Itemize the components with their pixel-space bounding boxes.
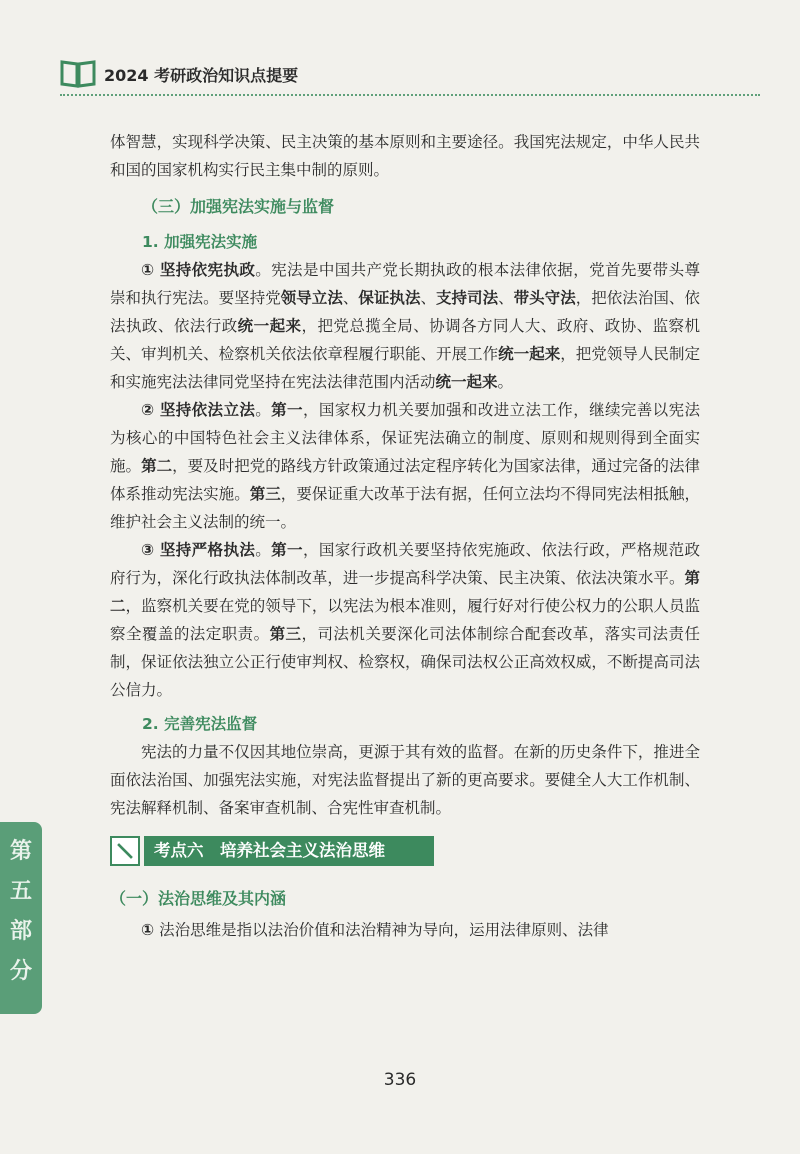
item-text: ，司法机关要深化司法体制综合配套改革，落实司法责任制，保证依法独立公正行使审判权、检察权，确保司法权公正高效权威，不断提高司法公信力。 bbox=[110, 625, 700, 699]
bold-phrase: 第二 bbox=[141, 457, 173, 475]
item-text: ，把党领导人民制定和实施宪法法律同党坚持在宪法法律范围内活动 bbox=[110, 345, 700, 391]
section-heading: （一）法治思维及其内涵 bbox=[110, 889, 287, 908]
bold-phrase: 第一 bbox=[271, 541, 303, 559]
header-divider bbox=[60, 94, 760, 96]
bold-phrase: 带头守法 bbox=[513, 289, 576, 307]
item-marker: ① bbox=[141, 261, 155, 279]
supervision-paragraph: 宪法的力量不仅因其地位崇高，更源于其有效的监督。在新的历史条件下，推进全面依法治国、加强宪法实施，对宪法监督提出了新的更高要求。要健全人大工作机制、宪法解释机制、备案审查机制、合宪性审查机制。 bbox=[110, 743, 700, 817]
part-side-tab bbox=[0, 822, 42, 1014]
item-text: ，国家行政机关要坚持依宪施政、依法行政，严格规范政府行为，深化行政执法体制改革，进一步提高科学决策、民主决策、依法决策水平。 bbox=[110, 541, 700, 587]
bold-phrase: 保证执法 bbox=[358, 289, 421, 307]
intro-paragraph: 体智慧，实现科学决策、民主决策的基本原则和主要途径。我国宪法规定，中华人民共和国的国家机构实行民主集中制的原则。 bbox=[110, 133, 700, 179]
bold-phrase: 第三 bbox=[249, 485, 281, 503]
bold-phrase: 统一起来 bbox=[498, 345, 561, 363]
item-marker: ① bbox=[141, 921, 155, 939]
separator: 、 bbox=[342, 289, 359, 307]
item-paragraph-1 bbox=[110, 256, 700, 396]
item-lead: 坚持依宪执政 bbox=[159, 261, 256, 279]
item-text: 法治思维是指以法治价值和法治精神为导向，运用法律原则、法律 bbox=[159, 921, 609, 939]
item-paragraph-3 bbox=[110, 536, 700, 704]
item-marker: ② bbox=[141, 401, 155, 419]
bold-phrase: 支持司法 bbox=[436, 289, 499, 307]
item-paragraph-2 bbox=[110, 396, 700, 536]
item-lead: 坚持依法立法 bbox=[159, 401, 256, 419]
bold-phrase: 统一起来 bbox=[237, 317, 302, 335]
subsection-heading: 2. 完善宪法监督 bbox=[142, 715, 258, 733]
item-text: ，把党总揽全局、协调各方同人大、政府、政协、监察机关、审判机关、检察机关依法依章程履行职能、开展工作 bbox=[110, 317, 700, 363]
item-paragraph-last bbox=[110, 916, 700, 944]
separator: 、 bbox=[498, 289, 514, 307]
bold-phrase: 第二 bbox=[110, 569, 700, 615]
item-marker: ③ bbox=[141, 541, 155, 559]
item-text: 。 bbox=[255, 541, 272, 559]
bold-phrase: 领导立法 bbox=[280, 289, 343, 307]
page-number: 336 bbox=[383, 1070, 417, 1090]
item-text: ，要及时把党的路线方针政策通过法定程序转化为国家法律，通过完备的法律体系推动宪法实施。 bbox=[110, 457, 700, 503]
item-lead: 坚持严格执法 bbox=[159, 541, 256, 559]
item-text: 。宪法是中国共产党长期执政的根本法律依据，党首先要带头尊崇和执行宪法。要坚持党 bbox=[110, 261, 700, 307]
exam-point-banner bbox=[110, 836, 700, 870]
subsection-heading: 1. 加强宪法实施 bbox=[142, 233, 258, 251]
open-book-icon bbox=[60, 58, 96, 88]
item-text: ，国家权力机关要加强和改进立法工作，继续完善以宪法为核心的中国特色社会主义法律体系，保证宪法确立的制度、原则和规则得到全面实施。 bbox=[110, 401, 700, 475]
bold-phrase: 第三 bbox=[269, 625, 302, 643]
item-text: 。 bbox=[497, 373, 514, 391]
pencil-icon bbox=[110, 836, 140, 866]
main-content bbox=[110, 128, 700, 944]
section-heading: （三）加强宪法实施与监督 bbox=[142, 197, 335, 216]
item-text: ，监察机关要在党的领导下，以宪法为根本准则，履行好对行使公权力的公职人员监察全覆盖的法定职责。 bbox=[110, 597, 700, 643]
side-tab-label: 第五部分 bbox=[9, 839, 32, 984]
exam-point-title: 考点六 培养社会主义法治思维 bbox=[144, 836, 434, 866]
bold-phrase: 第一 bbox=[271, 401, 303, 419]
page-header bbox=[60, 56, 760, 96]
separator: 、 bbox=[420, 289, 437, 307]
header-title: 2024 考研政治知识点提要 bbox=[104, 66, 299, 85]
item-text: 。 bbox=[255, 401, 272, 419]
bold-phrase: 统一起来 bbox=[435, 373, 498, 391]
item-text: ，要保证重大改革于法有据，任何立法均不得同宪法相抵触，维护社会主义法制的统一。 bbox=[110, 485, 700, 531]
item-text: ，把依法治国、依法执政、依法行政 bbox=[110, 289, 700, 335]
